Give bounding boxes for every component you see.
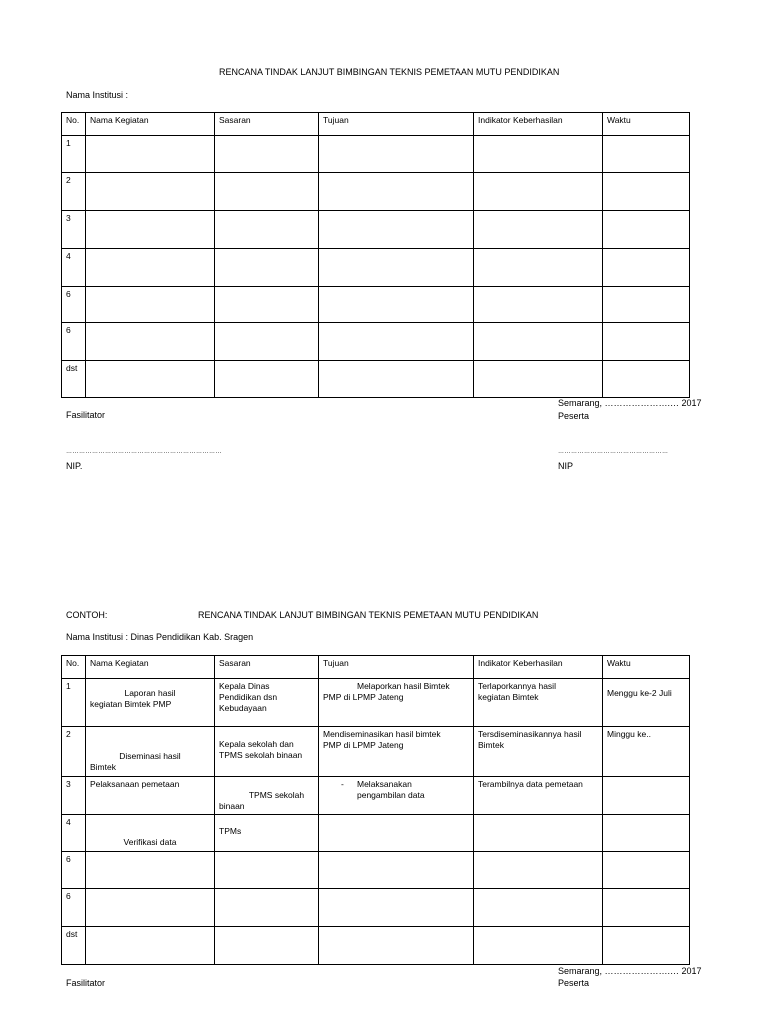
row-number: dst (62, 361, 86, 398)
row-number: 6 (62, 323, 86, 361)
cell (474, 173, 603, 211)
form1-facilitator-label: Fasilitator (66, 410, 106, 420)
cell-text: Menggu ke-2 Juli (607, 688, 672, 698)
cell-waktu (603, 727, 690, 777)
cell (86, 927, 215, 965)
table-row (62, 727, 690, 777)
cell (86, 173, 215, 211)
cell-text: Melaksanakan (357, 779, 412, 789)
cell-text: kegiatan Bimtek PMP (90, 699, 172, 709)
form1-title: RENCANA TINDAK LANJUT BIMBINGAN TEKNIS PEMETAAN MUTU PENDIDIKAN (219, 67, 560, 77)
cell-indikator (474, 679, 603, 727)
cell-text: Bimtek (90, 762, 116, 772)
form1-nip-right: NIP (558, 461, 574, 471)
cell (474, 323, 603, 361)
row-number: dst (62, 927, 86, 965)
table-row (62, 249, 690, 287)
cell (603, 249, 690, 287)
form2-participant-label: Peserta (558, 978, 590, 988)
header-no: No. (62, 113, 86, 136)
header-indikator: Indikator Keberhasilan (474, 113, 603, 136)
row-number: 1 (62, 136, 86, 173)
form2-place-date: Semarang, ………………….… 2017 (558, 966, 702, 976)
header-nama-kegiatan: Nama Kegiatan (86, 656, 215, 679)
cell (474, 136, 603, 173)
form2-table (61, 655, 690, 965)
cell-kegiatan (86, 777, 215, 815)
cell (215, 852, 319, 889)
cell-text: kegiatan Bimtek (478, 692, 539, 702)
header-waktu: Waktu (603, 113, 690, 136)
cell-text: Kebudayaan (219, 703, 267, 713)
cell (474, 249, 603, 287)
cell-indikator (474, 727, 603, 777)
cell-kegiatan (86, 815, 215, 852)
cell-kegiatan (86, 679, 215, 727)
cell-waktu (603, 679, 690, 727)
cell (215, 287, 319, 323)
table-row (62, 852, 690, 889)
row-number: 6 (62, 889, 86, 927)
row-number: 3 (62, 211, 86, 249)
cell (319, 136, 474, 173)
cell (603, 323, 690, 361)
cell (215, 211, 319, 249)
cell (474, 889, 603, 927)
table-row (62, 679, 690, 727)
cell-indikator (474, 777, 603, 815)
header-sasaran: Sasaran (215, 656, 319, 679)
form1-place-date: Semarang, ………………….… 2017 (558, 398, 702, 408)
form1-participant-label: Peserta (558, 411, 590, 421)
cell (474, 211, 603, 249)
cell-text: Diseminasi hasil (119, 751, 181, 761)
header-tujuan: Tujuan (319, 113, 474, 136)
cell (86, 211, 215, 249)
cell-tujuan (319, 679, 474, 727)
form2-example-label: CONTOH: (66, 610, 108, 620)
cell (474, 852, 603, 889)
cell (319, 211, 474, 249)
table-row (62, 889, 690, 927)
cell (215, 173, 319, 211)
cell-text (90, 681, 210, 688)
cell (474, 287, 603, 323)
cell-tujuan (319, 727, 474, 777)
form2-title: RENCANA TINDAK LANJUT BIMBINGAN TEKNIS PEMETAAN MUTU PENDIDIKAN (198, 610, 539, 620)
header-sasaran: Sasaran (215, 113, 319, 136)
cell (603, 361, 690, 398)
form1-nip-left: NIP. (66, 461, 83, 471)
cell (86, 287, 215, 323)
cell (86, 852, 215, 889)
header-tujuan: Tujuan (319, 656, 474, 679)
cell-text (90, 817, 210, 837)
form1-signature-line-right: …………………………………………… (558, 449, 669, 455)
cell-kegiatan (86, 727, 215, 777)
cell (319, 852, 474, 889)
cell-text: Pendidikan dsn (219, 692, 278, 702)
cell (215, 249, 319, 287)
cell (319, 815, 474, 852)
row-number: 4 (62, 815, 86, 852)
form1-table (61, 112, 690, 398)
table-row (62, 136, 690, 173)
cell-text: Terlaporkannya hasil (478, 681, 556, 691)
cell-text (323, 779, 469, 790)
bullet-dash: - (341, 779, 344, 789)
row-number: 1 (62, 679, 86, 727)
table-row (62, 287, 690, 323)
cell (603, 287, 690, 323)
cell-text (90, 729, 210, 751)
cell (603, 211, 690, 249)
cell (319, 361, 474, 398)
table-row (62, 323, 690, 361)
cell (319, 927, 474, 965)
cell-sasaran (215, 815, 319, 852)
cell (603, 852, 690, 889)
header-indikator: Indikator Keberhasilan (474, 656, 603, 679)
table-row (62, 927, 690, 965)
cell-text: pengambilan data (357, 790, 425, 800)
cell-text: TPMS sekolah (248, 790, 305, 800)
cell (86, 323, 215, 361)
form1-institution-label: Nama Institusi : (66, 90, 129, 100)
cell (474, 361, 603, 398)
cell-text (219, 729, 314, 739)
cell-text: Laporan hasil (124, 688, 176, 698)
cell-waktu (603, 777, 690, 815)
cell-text: Verifikasi data (123, 837, 177, 847)
cell-text: Melaporkan hasil Bimtek (357, 681, 450, 691)
cell (86, 136, 215, 173)
cell (86, 889, 215, 927)
table-row (62, 173, 690, 211)
table-row (62, 211, 690, 249)
form2-header-row (62, 656, 690, 679)
cell-sasaran (215, 727, 319, 777)
cell (215, 323, 319, 361)
cell-text: Kepala sekolah dan (219, 739, 294, 749)
cell-text: Minggu ke.. (607, 729, 651, 739)
row-number: 2 (62, 727, 86, 777)
cell (603, 927, 690, 965)
cell-text: PMP di LPMP Jateng (323, 692, 404, 702)
cell-text: Pelaksanaan pemetaan (90, 779, 180, 789)
cell (319, 287, 474, 323)
cell-text: TPMS sekolah binaan (219, 750, 303, 760)
cell-text: binaan (219, 801, 245, 811)
cell-text: TPMs (219, 826, 242, 836)
cell-text: Tersdiseminasikannya hasil (478, 729, 582, 739)
row-number: 3 (62, 777, 86, 815)
cell (319, 249, 474, 287)
cell (215, 927, 319, 965)
cell-text: Mendiseminasikan hasil bimtek (323, 729, 441, 739)
row-number: 2 (62, 173, 86, 211)
header-waktu: Waktu (603, 656, 690, 679)
cell-tujuan (319, 777, 474, 815)
header-no: No. (62, 656, 86, 679)
form1-signature-line-left: ……………………………………………………………… (66, 449, 222, 455)
header-nama-kegiatan: Nama Kegiatan (86, 113, 215, 136)
cell-text (219, 779, 314, 790)
cell (603, 136, 690, 173)
row-number: 6 (62, 287, 86, 323)
cell-sasaran (215, 777, 319, 815)
cell (603, 889, 690, 927)
cell-sasaran (215, 679, 319, 727)
cell-text: Kepala Dinas (219, 681, 270, 691)
form2-facilitator-label: Fasilitator (66, 978, 106, 988)
form1-header-row (62, 113, 690, 136)
cell (319, 323, 474, 361)
cell (603, 173, 690, 211)
cell-text: PMP di LPMP Jateng (323, 740, 404, 750)
cell (215, 361, 319, 398)
row-number: 4 (62, 249, 86, 287)
form2-institution-label: Nama Institusi : Dinas Pendidikan Kab. Sragen (66, 632, 254, 642)
table-row (62, 361, 690, 398)
table-row (62, 777, 690, 815)
cell-text (219, 817, 314, 826)
row-number: 6 (62, 852, 86, 889)
cell (319, 889, 474, 927)
cell (319, 173, 474, 211)
cell (215, 136, 319, 173)
cell (86, 361, 215, 398)
cell-text (607, 681, 685, 688)
cell (474, 815, 603, 852)
cell-text: Bimtek (478, 740, 504, 750)
cell (86, 249, 215, 287)
cell-text: Terambilnya data pemetaan (478, 779, 583, 789)
table-row (62, 815, 690, 852)
cell (474, 927, 603, 965)
cell (603, 815, 690, 852)
cell (215, 889, 319, 927)
